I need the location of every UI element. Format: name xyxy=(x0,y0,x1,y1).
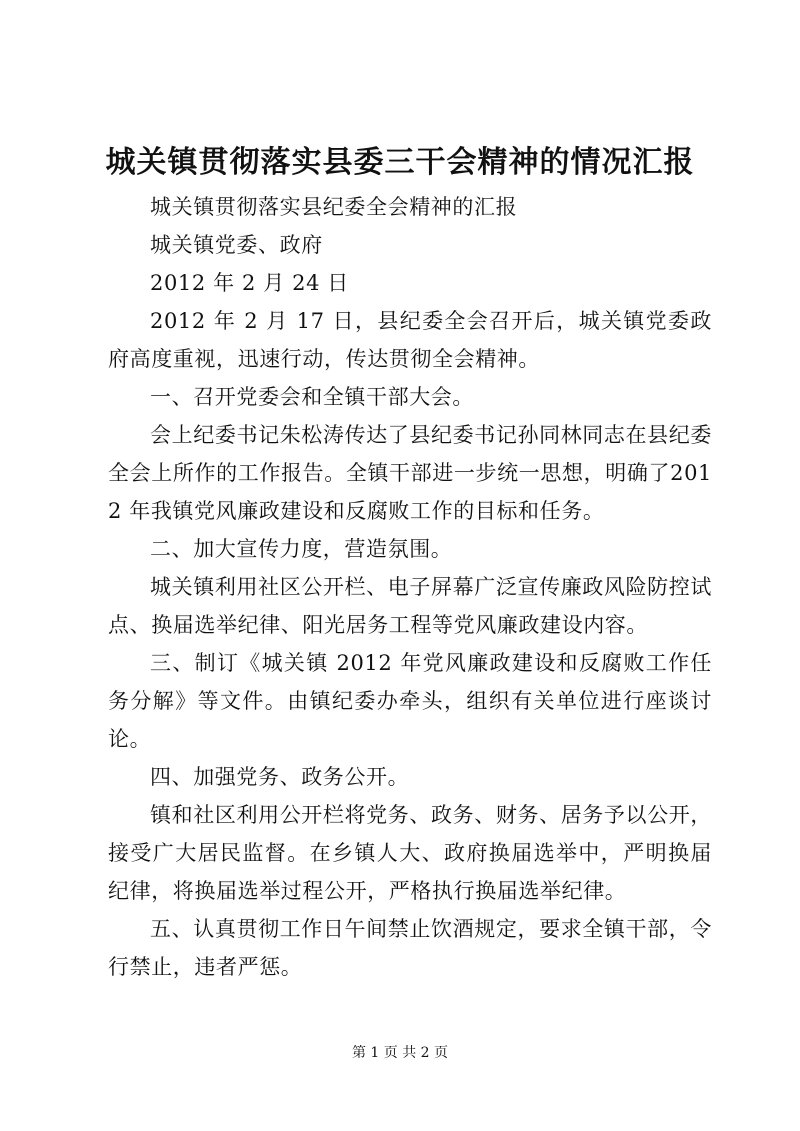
date-paragraph: 2012 年 2 月 24 日 xyxy=(150,271,349,295)
subtitle-paragraph: 城关镇贯彻落实县纪委全会精神的汇报 xyxy=(150,195,518,219)
document-body xyxy=(108,188,712,986)
section-5-paragraph: 五、认真贯彻工作日午间禁止饮酒规定，要求全镇干部，令行禁止，违者严惩。 xyxy=(108,917,712,979)
section-body-4: 镇和社区利用公开栏将党务、政务、财务、居务予以公开，接受广大居民监督。在乡镇人大、政府换届选举中，严明换届纪律，将换届选举过程公开，严格执行换届选举纪律。 xyxy=(108,803,712,903)
document-title: 城关镇贯彻落实县委三干会精神的情况汇报 xyxy=(105,145,695,180)
page-footer xyxy=(0,1043,800,1063)
section-heading-4: 四、加强党务、政务公开。 xyxy=(150,765,410,789)
page-number-label: 第 1 页 共 2 页 xyxy=(351,1045,449,1061)
section-3-paragraph: 三、制订《城关镇 2012 年党风廉政建设和反腐败工作任务分解》等文件。由镇纪委办牵头，组织有关单位进行座谈讨论。 xyxy=(108,651,712,751)
issuer-paragraph: 城关镇党委、政府 xyxy=(150,233,323,257)
section-body-1: 会上纪委书记朱松涛传达了县纪委书记孙同林同志在县纪委全会上所作的工作报告。全镇干部进一步统一思想，明确了2012 年我镇党风廉政建设和反腐败工作的目标和任务。 xyxy=(108,423,712,523)
section-body-2: 城关镇利用社区公开栏、电子屏幕广泛宣传廉政风险防控试点、换届选举纪律、阳光居务工程等党风廉政建设内容。 xyxy=(108,575,712,637)
intro-paragraph: 2012 年 2 月 17 日，县纪委全会召开后，城关镇党委政府高度重视，迅速行动，传达贯彻全会精神。 xyxy=(108,309,712,371)
section-heading-1: 一、召开党委会和全镇干部大会。 xyxy=(150,385,474,409)
section-heading-2: 二、加大宣传力度，营造氛围。 xyxy=(150,537,453,561)
